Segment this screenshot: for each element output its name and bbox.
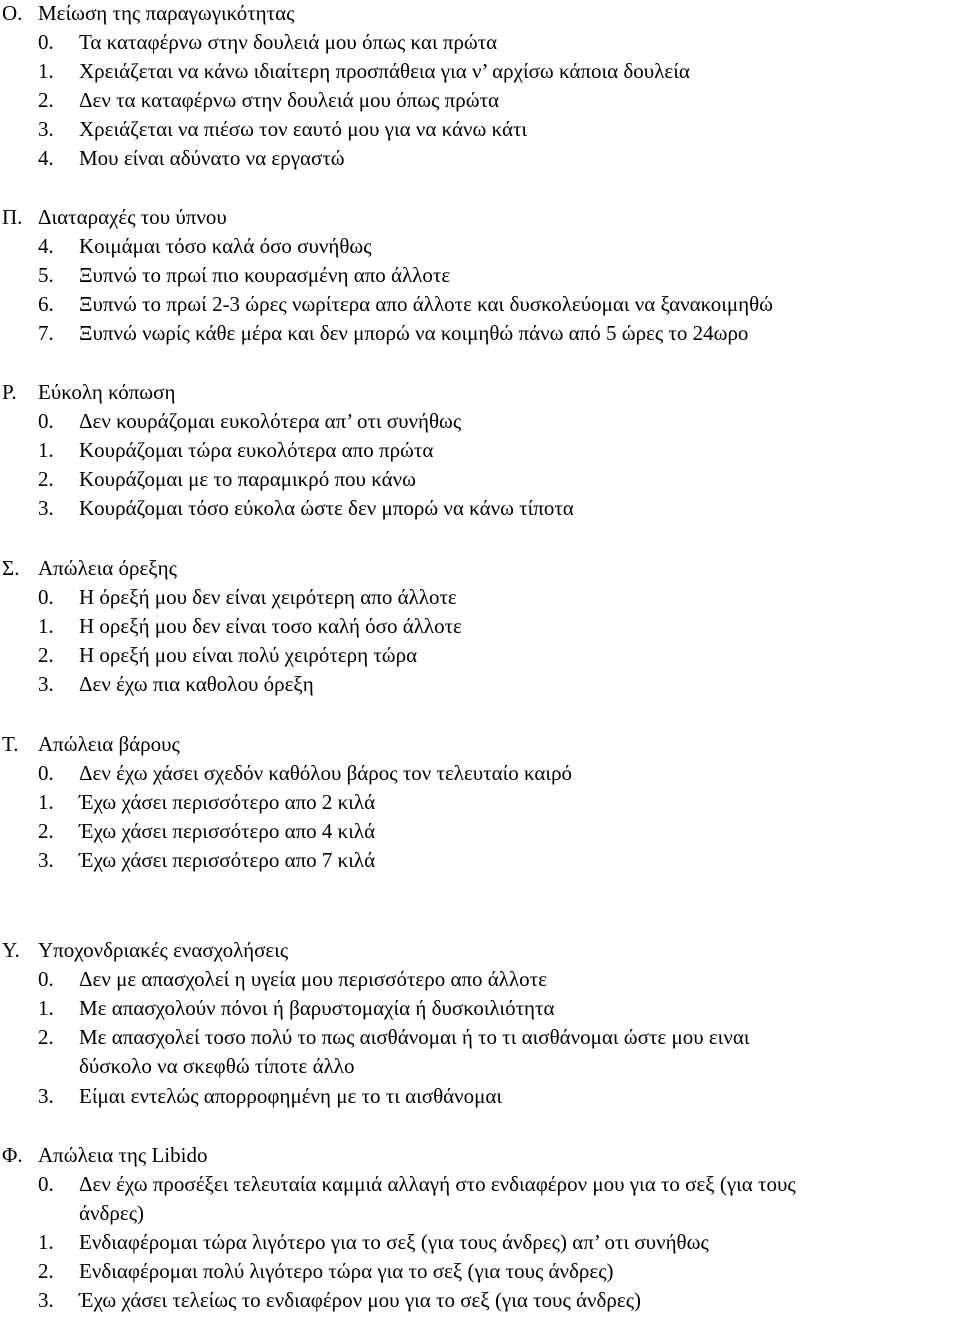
list-item-continuation: άνδρες)	[79, 1201, 144, 1225]
section-heading: Ο. Μείωση της παραγωγικότητας	[2, 1, 295, 25]
list-item: 0. Τα καταφέρνω στην δουλειά μου όπως και πρώτα	[38, 30, 498, 54]
list-item: 7. Ξυπνώ νωρίς κάθε μέρα και δεν μπορώ να κοιμηθώ πάνω από 5 ώρες το 24ωρο	[38, 321, 749, 345]
section-heading: Π. Διαταραχές του ύπνου	[2, 205, 227, 229]
list-item: 2. Με απασχολεί τοσο πολύ το πως αισθάνομαι ή το τι αισθάνομαι ώστε μου ειναι	[38, 1025, 750, 1049]
list-item: 0. Δεν έχω προσέξει τελευταία καμμιά αλλαγή στο ενδιαφέρον μου για το σεξ (για τους	[38, 1172, 796, 1196]
section-heading: Υ. Υποχονδριακές ενασχολήσεις	[2, 938, 289, 962]
list-item-continuation: δύσκολο να σκεφθώ τίποτε άλλο	[79, 1054, 355, 1078]
list-item: 2. Έχω χάσει περισσότερο απο 4 κιλά	[38, 819, 376, 843]
list-item: 2. Δεν τα καταφέρνω στην δουλειά μου όπως πρώτα	[38, 88, 500, 112]
list-item: 4. Μου είναι αδύνατο να εργαστώ	[38, 146, 345, 170]
list-item: 1. Με απασχολούν πόνοι ή βαρυστομαχία ή δυσκοιλιότητα	[38, 996, 555, 1020]
list-item: 0. Η όρεξή μου δεν είναι χειρότερη απο άλλοτε	[38, 585, 457, 609]
section-heading: Τ. Απώλεια βάρους	[2, 732, 180, 756]
section-heading: Φ. Απώλεια της Libido	[2, 1143, 208, 1167]
section-heading: Ρ. Εύκολη κόπωση	[2, 380, 176, 404]
list-item: 2. Κουράζομαι με το παραμικρό που κάνω	[38, 467, 416, 491]
list-item: 1. Χρειάζεται να κάνω ιδιαίτερη προσπάθεια για ν’ αρχίσω κάποια δουλεία	[38, 59, 690, 83]
list-item: 4. Κοιμάμαι τόσο καλά όσο συνήθως	[38, 234, 372, 258]
list-item: 3. Έχω χάσει τελείως το ενδιαφέρον μου για το σεξ (για τους άνδρες)	[38, 1288, 642, 1312]
section-heading: Σ. Απώλεια όρεξης	[2, 556, 177, 580]
list-item: 1. Κουράζομαι τώρα ευκολότερα απο πρώτα	[38, 438, 434, 462]
list-item: 0. Δεν έχω χάσει σχεδόν καθόλου βάρος τον τελευταίο καιρό	[38, 761, 573, 785]
list-item: 2. Η ορεξή μου είναι πολύ χειρότερη τώρα	[38, 643, 418, 667]
list-item: 1. Έχω χάσει περισσότερο απο 2 κιλά	[38, 790, 376, 814]
list-item: 0. Δεν με απασχολεί η υγεία μου περισσότερο απο άλλοτε	[38, 967, 547, 991]
list-item: 1. Η ορεξή μου δεν είναι τοσο καλή όσο άλλοτε	[38, 614, 462, 638]
list-item: 3. Είμαι εντελώς απορροφημένη με το τι αισθάνομαι	[38, 1084, 503, 1108]
list-item: 1. Ενδιαφέρομαι τώρα λιγότερο για το σεξ (για τους άνδρες) απ’ οτι συνήθως	[38, 1230, 709, 1254]
list-item: 6. Ξυπνώ το πρωί 2-3 ώρες νωρίτερα απο άλλοτε και δυσκολεύομαι να ξανακοιμηθώ	[38, 292, 773, 316]
list-item: 3. Δεν έχω πια καθολου όρεξη	[38, 672, 314, 696]
list-item: 3. Χρειάζεται να πιέσω τον εαυτό μου για να κάνω κάτι	[38, 117, 528, 141]
list-item: 0. Δεν κουράζομαι ευκολότερα απ’ οτι συνήθως	[38, 409, 462, 433]
list-item: 3. Κουράζομαι τόσο εύκολα ώστε δεν μπορώ να κάνω τίποτα	[38, 496, 574, 520]
list-item: 2. Ενδιαφέρομαι πολύ λιγότερο τώρα για το σεξ (για τους άνδρες)	[38, 1259, 614, 1283]
list-item: 3. Έχω χάσει περισσότερο απο 7 κιλά	[38, 848, 376, 872]
list-item: 5. Ξυπνώ το πρωί πιο κουρασμένη απο άλλοτε	[38, 263, 451, 287]
